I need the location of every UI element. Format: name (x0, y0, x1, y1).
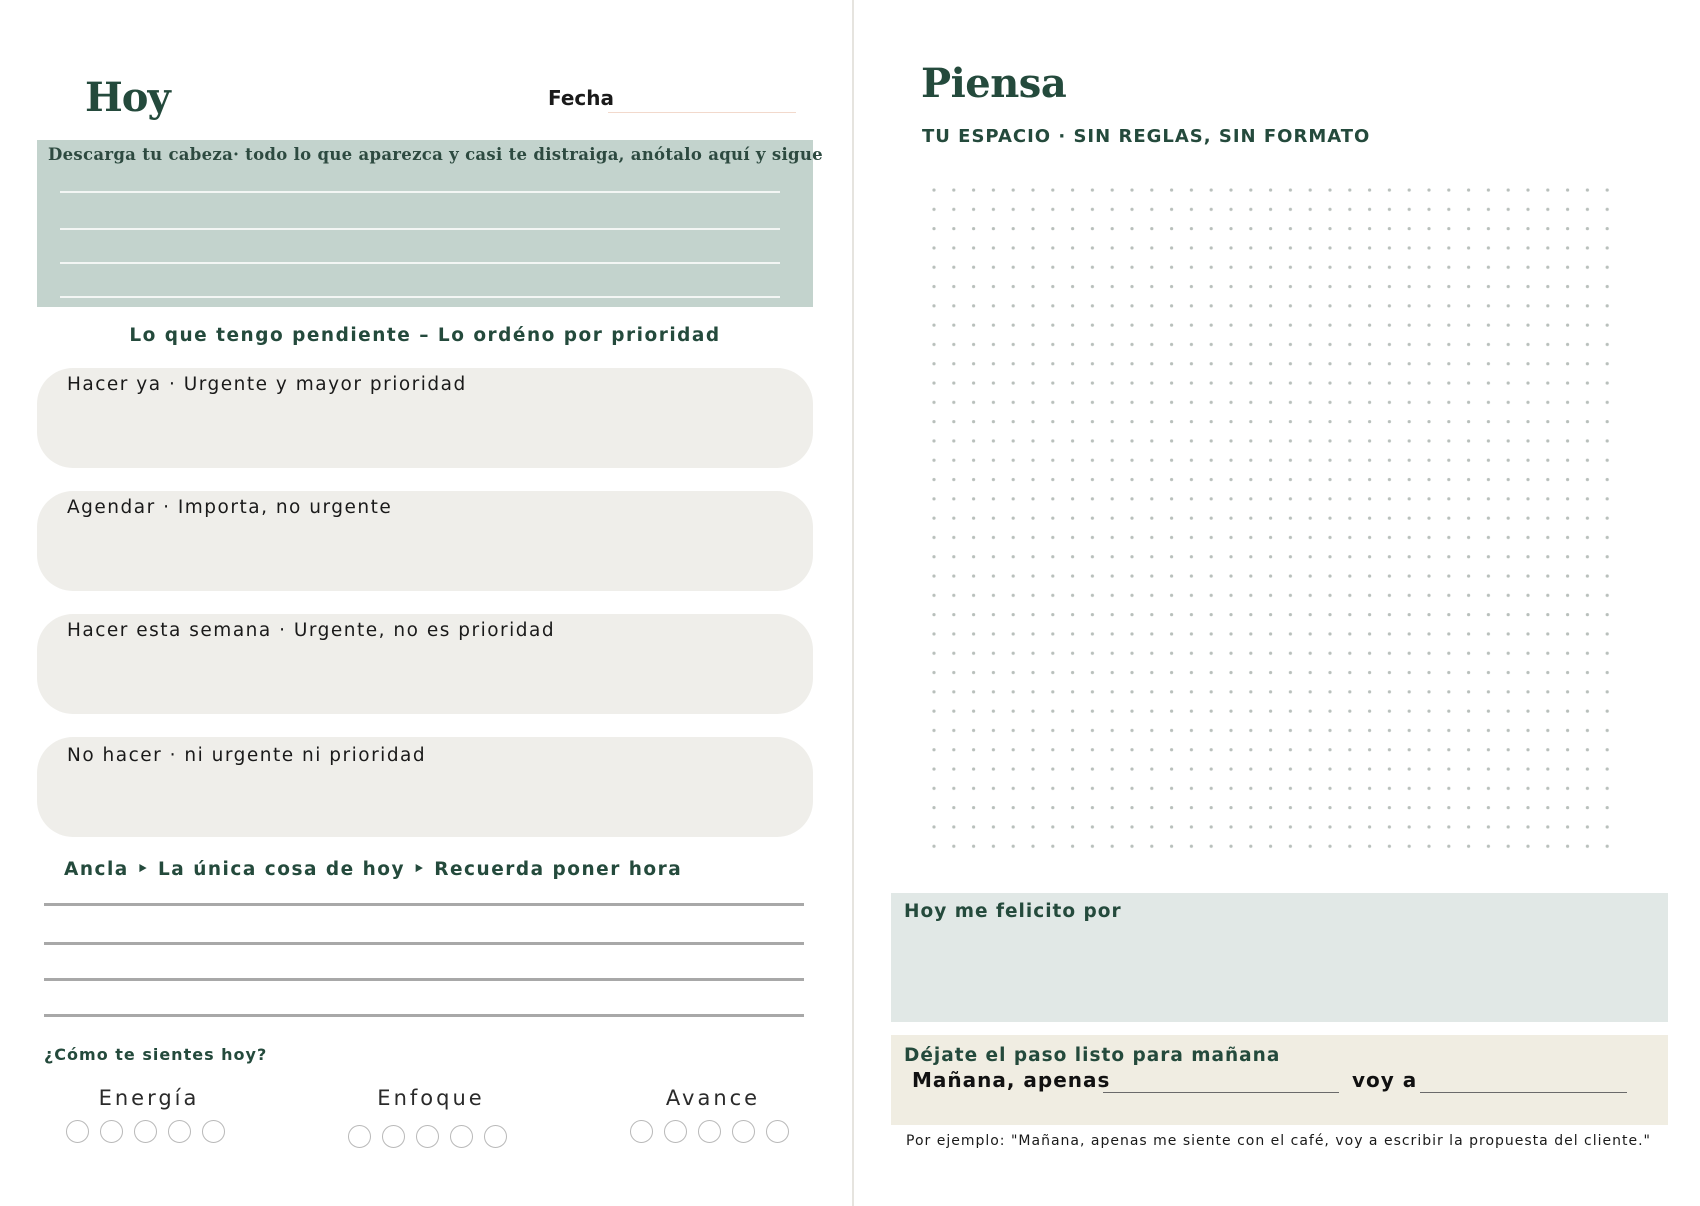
rating-circle[interactable] (382, 1125, 405, 1148)
priority-label-do-now: Hacer ya · Urgente y mayor prioridad (67, 374, 467, 395)
anchor-writing-line[interactable] (44, 978, 804, 981)
mood-scale-progress (630, 1120, 800, 1150)
rating-circle[interactable] (732, 1120, 755, 1143)
brain-dump-heading: Descarga tu cabeza· todo lo que aparezca y casi te distraiga, anótalo aquí y sigue (48, 145, 823, 164)
mood-question: ¿Cómo te sientes hoy? (44, 1045, 268, 1064)
rating-circle[interactable] (664, 1120, 687, 1143)
anchor-writing-line[interactable] (44, 903, 804, 906)
date-field[interactable] (608, 112, 796, 113)
piensa-subtitle: TU ESPACIO · SIN REGLAS, SIN FORMATO (922, 126, 1371, 147)
tomorrow-trigger-blank[interactable] (1103, 1092, 1339, 1093)
mood-scale-progress-label: Avance (665, 1086, 761, 1110)
anchor-writing-line[interactable] (44, 1014, 804, 1017)
mood-scale-focus-label: Enfoque (377, 1086, 485, 1110)
tomorrow-action-blank[interactable] (1420, 1092, 1627, 1093)
rating-circle[interactable] (416, 1125, 439, 1148)
rating-circle[interactable] (698, 1120, 721, 1143)
dot-grid-area[interactable] (930, 183, 1630, 863)
anchor-writing-line[interactable] (44, 942, 804, 945)
date-label: Fecha (548, 86, 615, 110)
rating-circle[interactable] (766, 1120, 789, 1143)
mood-scale-energy-label: Energía (98, 1086, 200, 1110)
brain-dump-line (60, 228, 780, 230)
priority-label-this-week: Hacer esta semana · Urgente, no es prioridad (67, 620, 556, 641)
page-spine-divider (852, 0, 854, 1206)
congrats-label: Hoy me felicito por (904, 901, 1122, 922)
priority-label-schedule: Agendar · Importa, no urgente (67, 497, 393, 518)
page-title-hoy: Hoy (85, 74, 170, 121)
rating-circle[interactable] (348, 1125, 371, 1148)
rating-circle[interactable] (484, 1125, 507, 1148)
brain-dump-line (60, 262, 780, 264)
tomorrow-label: Déjate el paso listo para mañana (904, 1045, 1281, 1066)
brain-dump-line (60, 296, 780, 298)
mood-scale-energy (66, 1120, 236, 1150)
tomorrow-prompt-start: Mañana, apenas (912, 1068, 1111, 1092)
tomorrow-example: Por ejemplo: "Mañana, apenas me siente con el café, voy a escribir la propuesta del cliente." (906, 1133, 1651, 1149)
rating-circle[interactable] (66, 1120, 89, 1143)
tomorrow-prompt-mid: voy a (1352, 1068, 1418, 1092)
anchor-section-title: Ancla ‣ La única cosa de hoy ‣ Recuerda poner hora (64, 859, 683, 880)
brain-dump-line (60, 191, 780, 193)
rating-circle[interactable] (134, 1120, 157, 1143)
pending-section-title: Lo que tengo pendiente – Lo ordéno por prioridad (129, 325, 721, 346)
page-title-piensa: Piensa (921, 60, 1067, 107)
rating-circle[interactable] (630, 1120, 653, 1143)
rating-circle[interactable] (202, 1120, 225, 1143)
rating-circle[interactable] (100, 1120, 123, 1143)
priority-label-dont-do: No hacer · ni urgente ni prioridad (67, 745, 427, 766)
mood-scale-focus (348, 1125, 518, 1155)
brain-dump-box[interactable] (37, 140, 823, 307)
rating-circle[interactable] (168, 1120, 191, 1143)
rating-circle[interactable] (450, 1125, 473, 1148)
